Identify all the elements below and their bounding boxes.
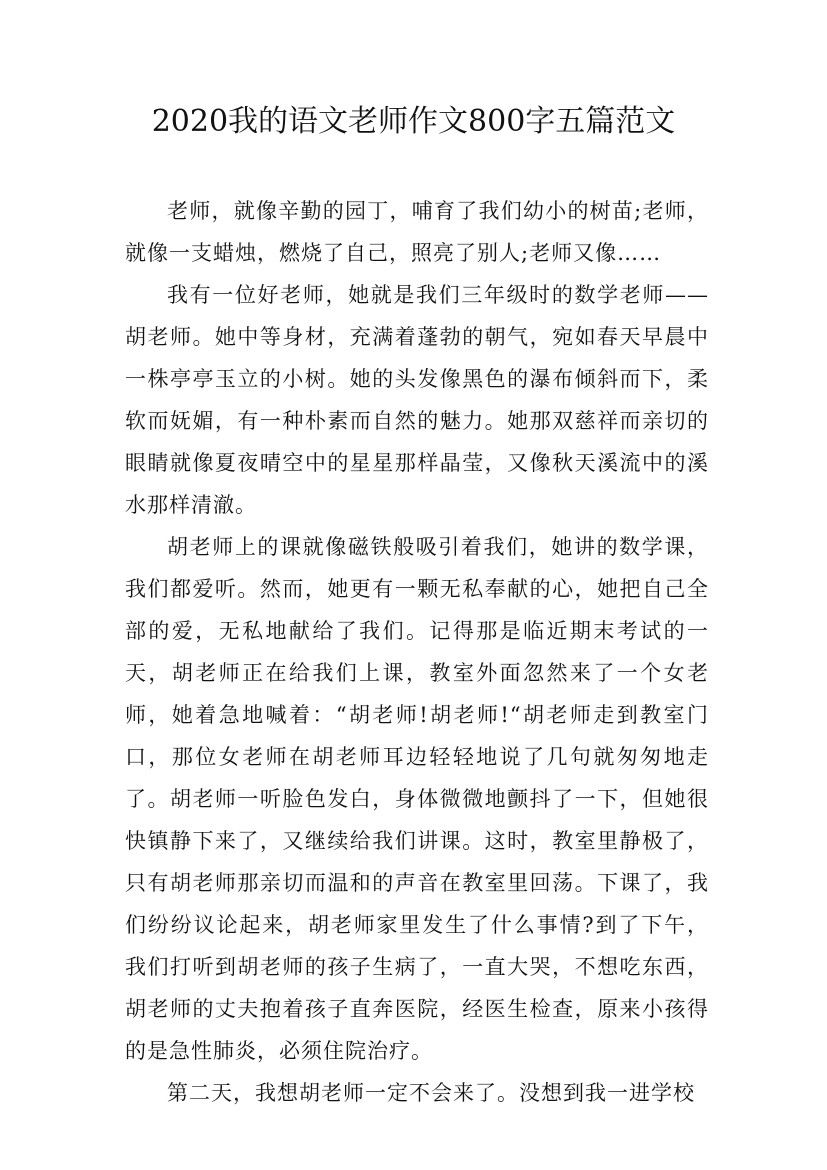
paragraph-teacher-description: 我有一位好老师，她就是我们三年级时的数学老师——胡老师。她中等身材，充满着蓬勃的朝气，宛如春天早晨中一株亭亭玉立的小树。她的头发像黑色的瀑布倾斜而下，柔软而妩媚，有一种朴素而自然的魅力。她那双慈祥而亲切的眼睛就像夏夜晴空中的星星那样晶莹，又像秋天溪流中的溪水那样清澈。	[125, 283, 709, 517]
document-body	[125, 190, 709, 1114]
paragraph-classroom-story: 胡老师上的课就像磁铁般吸引着我们，她讲的数学课，我们都爱听。然而，她更有一颗无私奉献的心，她把自己全部的爱，无私地献给了我们。记得那是临近期末考试的一天，胡老师正在给我们上课，教室外面忽然来了一个女老师，她着急地喊着：“胡老师!胡老师!“胡老师走到教室门口，那位女老师在胡老师耳边轻轻地说了几句就匆匆地走了。胡老师一听脸色发白，身体微微地颤抖了一下，但她很快镇静下来了，又继续给我们讲课。这时，教室里静极了，只有胡老师那亲切而温和的声音在教室里回荡。下课了，我们纷纷议论起来，胡老师家里发生了什么事情?到了下午，我们打听到胡老师的孩子生病了，一直大哭，不想吃东西，胡老师的丈夫抱着孩子直奔医院，经医生检查，原来小孩得的是急性肺炎，必须住院治疗。	[125, 535, 709, 1063]
paragraph-next-day: 第二天，我想胡老师一定不会来了。没想到我一进学校	[167, 1081, 695, 1105]
paragraph-intro: 老师，就像辛勤的园丁，哺育了我们幼小的树苗;老师，就像一支蜡烛，燃烧了自己，照亮了别人;老师又像……	[125, 199, 709, 265]
document-title: 2020我的语文老师作文800字五篇范文	[151, 104, 676, 139]
